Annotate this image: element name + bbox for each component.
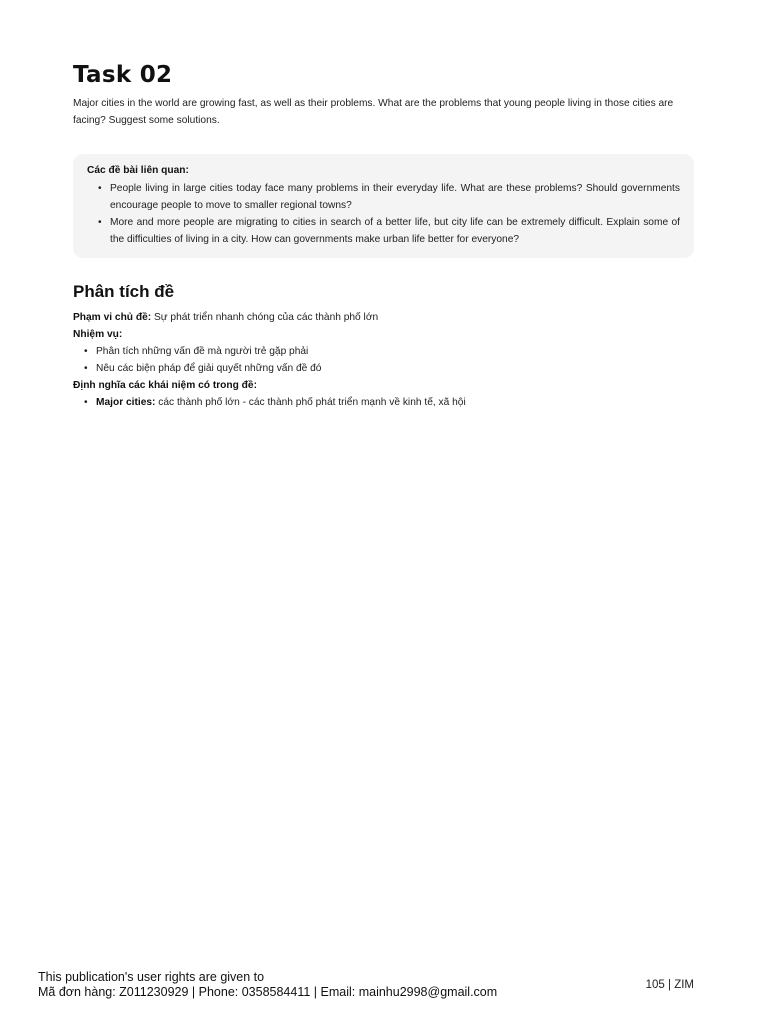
bullet-icon: • bbox=[84, 363, 88, 374]
definitions-line bbox=[73, 377, 693, 394]
task-item bbox=[73, 343, 693, 360]
related-topics-list bbox=[87, 180, 680, 248]
definition-meaning: các thành phố lớn - các thành phố phát triển mạnh về kinh tế, xã hội bbox=[158, 397, 466, 408]
bullet-icon: • bbox=[84, 397, 88, 408]
footer-rights bbox=[38, 970, 497, 1000]
task-item-text: Nêu các biện pháp để giải quyết những vấn đề đó bbox=[96, 363, 322, 374]
bullet-icon: • bbox=[98, 217, 102, 228]
tasks-line bbox=[73, 326, 693, 343]
definitions-list bbox=[73, 394, 693, 411]
related-topic-item bbox=[87, 180, 680, 214]
scope-label: Phạm vi chủ đề: bbox=[73, 312, 152, 323]
definition-item bbox=[73, 394, 693, 411]
related-topics-title: Các đề bài liên quan: bbox=[87, 165, 189, 176]
scope-line bbox=[73, 309, 693, 326]
footer-order-line: Mã đơn hàng: Z011230929 | Phone: 0358584411 | Email: mainhu2998@gmail.com bbox=[38, 985, 498, 999]
related-topic-item bbox=[87, 214, 680, 248]
page-number: 105 | ZIM bbox=[645, 979, 694, 991]
definitions-label: Định nghĩa các khái niệm có trong đề: bbox=[73, 380, 257, 391]
tasks-label: Nhiệm vụ: bbox=[73, 329, 123, 340]
related-topic-text: People living in large cities today face many problems in their everyday life. What are these problems? Should governments encourage people to move to smaller regional towns? bbox=[110, 183, 680, 211]
bullet-icon: • bbox=[84, 346, 88, 357]
tasks-list bbox=[73, 343, 693, 377]
footer-rights-line: This publication's user rights are given to bbox=[38, 970, 265, 984]
scope-value: Sự phát triển nhanh chóng của các thành phố lớn bbox=[153, 312, 379, 323]
related-topics-box bbox=[73, 154, 694, 258]
task-item-text: Phân tích những vấn đề mà người trẻ gặp phải bbox=[96, 346, 309, 357]
analysis-section bbox=[73, 309, 693, 411]
task-item bbox=[73, 360, 693, 377]
bullet-icon: • bbox=[98, 183, 102, 194]
analysis-section-title: Phân tích đề bbox=[73, 282, 175, 301]
task-title: Task 02 bbox=[73, 62, 173, 88]
related-topic-text: More and more people are migrating to cities in search of a better life, but city life can be extremely difficult. Explain some of the difficulties of living in a city. How can governments make urban life better for everyone? bbox=[110, 217, 680, 245]
task-prompt: Major cities in the world are growing fast, as well as their problems. What are the problems that young people living in those cities are facing? Suggest some solutions. bbox=[73, 98, 674, 126]
definition-term: Major cities: bbox=[96, 397, 156, 408]
